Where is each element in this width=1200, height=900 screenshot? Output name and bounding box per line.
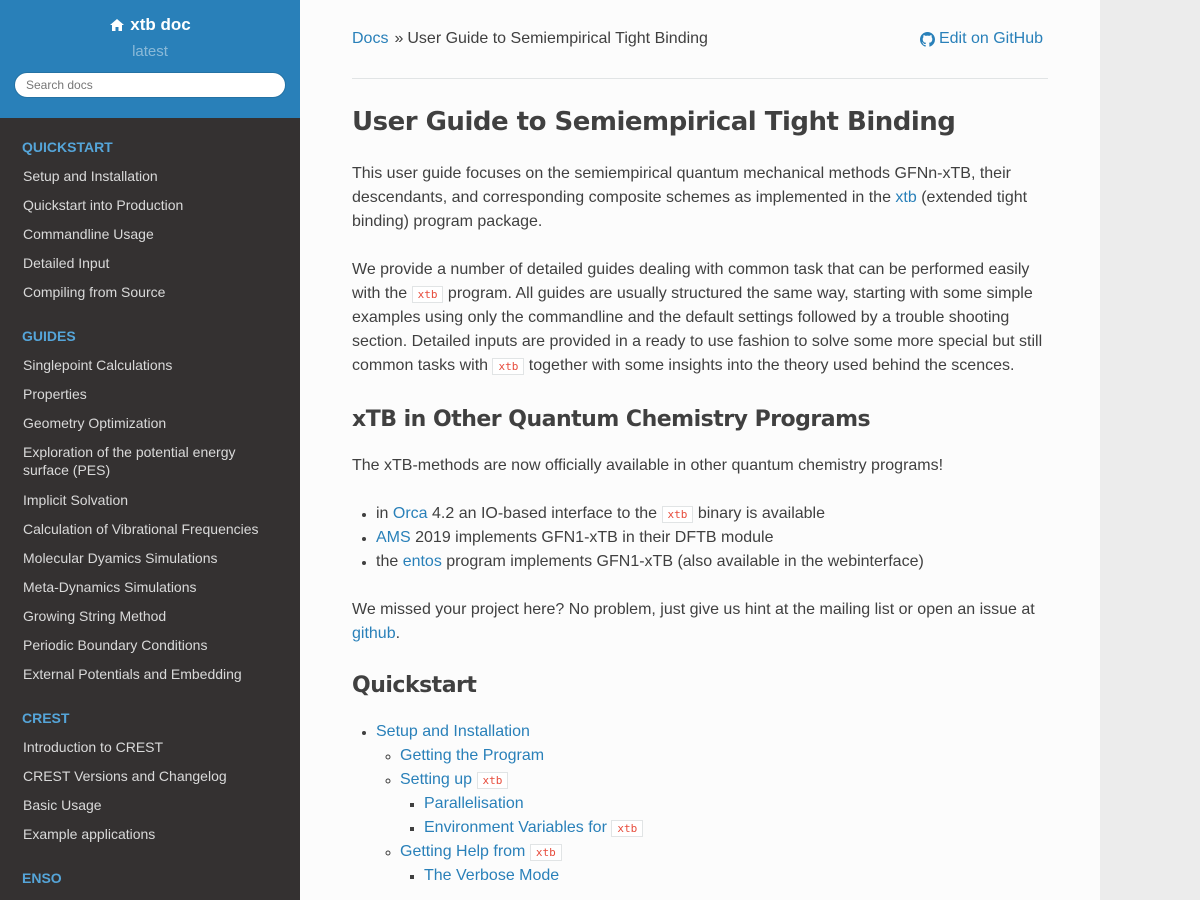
ams-link[interactable]: AMS xyxy=(376,529,411,546)
missed-project-paragraph: We missed your project here? No problem, just give us hint at the mailing list or open an issue at github. xyxy=(352,601,1035,642)
list-item: • in Orca 4.2 an IO-based interface to the xtb binary is available xyxy=(376,502,1048,526)
inline-code: xtb xyxy=(492,358,524,375)
project-home-link[interactable] xyxy=(109,14,190,36)
nav-item-molecular-dynamics[interactable]: Molecular Dyamics Simulations xyxy=(23,550,218,566)
toc-link-getting-program[interactable]: Getting the Program xyxy=(400,747,545,764)
nav-item-singlepoint[interactable]: Singlepoint Calculations xyxy=(23,357,173,373)
toc-item xyxy=(400,840,1048,888)
project-title: xtb doc xyxy=(130,15,191,34)
section-heading-other-programs: xTB in Other Quantum Chemistry Programs xyxy=(352,407,871,432)
breadcrumb-separator: » xyxy=(394,30,404,47)
breadcrumb-home-link[interactable]: Docs xyxy=(352,30,389,47)
nav-item-quickstart-production[interactable]: Quickstart into Production xyxy=(23,197,184,213)
toc-item xyxy=(400,744,1048,768)
nav-caption-crest: CREST xyxy=(22,710,70,726)
sidebar-nav xyxy=(0,118,300,889)
breadcrumb xyxy=(352,0,1048,79)
toc-link-parallelisation[interactable]: Parallelisation xyxy=(424,795,524,812)
list-item: • AMS 2019 implements GFN1-xTB in their DFTB module xyxy=(376,526,1048,550)
inline-code: xtb xyxy=(611,820,643,837)
page-title: User Guide to Semiempirical Tight Binding xyxy=(352,107,956,137)
toc-item xyxy=(424,792,1048,816)
nav-item-growing-string[interactable]: Growing String Method xyxy=(23,608,167,624)
inline-code: xtb xyxy=(662,506,694,523)
nav-item-implicit-solvation[interactable]: Implicit Solvation xyxy=(23,492,129,508)
inline-code: xtb xyxy=(477,772,509,789)
nav-item-periodic-boundary[interactable]: Periodic Boundary Conditions xyxy=(23,637,208,653)
search-input[interactable] xyxy=(14,72,286,98)
toc-item xyxy=(424,816,1048,840)
nav-item-vibrational-frequencies[interactable]: Calculation of Vibrational Frequencies xyxy=(23,521,259,537)
toc-link-verbose-mode[interactable]: The Verbose Mode xyxy=(424,867,560,884)
edit-on-github-label: Edit on GitHub xyxy=(938,30,1043,47)
edit-on-github-link[interactable] xyxy=(920,27,1043,51)
home-icon xyxy=(109,18,125,32)
nav-item-crest-versions[interactable]: CREST Versions and Changelog xyxy=(23,768,227,784)
github-link[interactable]: github xyxy=(352,625,396,642)
nav-item-crest-examples[interactable]: Example applications xyxy=(23,826,156,842)
nav-item-crest-intro[interactable]: Introduction to CREST xyxy=(23,739,164,755)
sidebar-header xyxy=(0,0,300,118)
nav-item-meta-dynamics[interactable]: Meta-Dynamics Simulations xyxy=(23,579,197,595)
toc-link-getting-help[interactable]: Getting Help from xtb xyxy=(400,843,562,860)
quickstart-toc xyxy=(352,720,1048,888)
nav-caption-enso: ENSO xyxy=(22,870,62,886)
list-item: • the entos program implements GFN1-xTB (also available in the webinterface) xyxy=(376,550,1048,574)
toc-sublist xyxy=(400,864,1048,888)
section-heading-quickstart: Quickstart xyxy=(352,673,477,698)
toc-item xyxy=(424,864,1048,888)
sidebar xyxy=(0,0,300,900)
entos-link[interactable]: entos xyxy=(402,553,442,570)
nav-item-pes-exploration[interactable]: Exploration of the potential energy surface (PES) xyxy=(23,444,236,478)
programs-list xyxy=(352,502,1048,574)
nav-item-detailed-input[interactable]: Detailed Input xyxy=(23,255,110,271)
version-label: latest xyxy=(132,43,168,60)
guides-paragraph: We provide a number of detailed guides dealing with common task that can be performed easily with the xtb program. All guides are usually structured the same way, starting with some simple examples using only the commandline and the default settings followed by a trouble shooting section. Detailed inputs are provided in a ready to use fashion to solve some more special but still common tasks with xtb together with some insights into the theory used behind the scences. xyxy=(352,261,1043,374)
nav-item-setup-installation[interactable]: Setup and Installation xyxy=(23,168,158,184)
toc-sublist xyxy=(400,792,1048,840)
orca-link[interactable]: Orca xyxy=(392,505,428,522)
toc-link-setting-up[interactable]: Setting up xtb xyxy=(400,771,508,788)
nav-caption-quickstart: QUICKSTART xyxy=(22,139,113,155)
toc-link-env-vars[interactable]: Environment Variables for xtb xyxy=(424,819,643,836)
nav-item-commandline-usage[interactable]: Commandline Usage xyxy=(23,226,154,242)
nav-item-external-potentials[interactable]: External Potentials and Embedding xyxy=(23,666,242,682)
inline-code: xtb xyxy=(412,286,444,303)
nav-item-compiling-source[interactable]: Compiling from Source xyxy=(23,284,166,300)
toc-sublist xyxy=(376,744,1048,888)
nav-item-properties[interactable]: Properties xyxy=(23,386,87,402)
breadcrumb-current: User Guide to Semiempirical Tight Binding xyxy=(407,30,708,47)
nav-item-crest-basic-usage[interactable]: Basic Usage xyxy=(23,797,102,813)
github-icon xyxy=(920,32,935,47)
nav-item-geometry-optimization[interactable]: Geometry Optimization xyxy=(23,415,167,431)
programs-lead: The xTB-methods are now officially available in other quantum chemistry programs! xyxy=(352,457,944,474)
xtb-link[interactable]: xtb xyxy=(895,189,917,206)
inline-code: xtb xyxy=(530,844,562,861)
intro-paragraph: This user guide focuses on the semiempirical quantum mechanical methods GFNn-xTB, their descendants, and corresponding composite schemes as implemented in the xtb (extended tight binding) program package. xyxy=(352,165,1028,230)
toc-link-setup-installation[interactable]: Setup and Installation xyxy=(376,723,530,740)
main-content xyxy=(300,0,1100,900)
toc-item xyxy=(376,720,1048,888)
nav-caption-guides: GUIDES xyxy=(22,328,76,344)
toc-item xyxy=(400,768,1048,840)
